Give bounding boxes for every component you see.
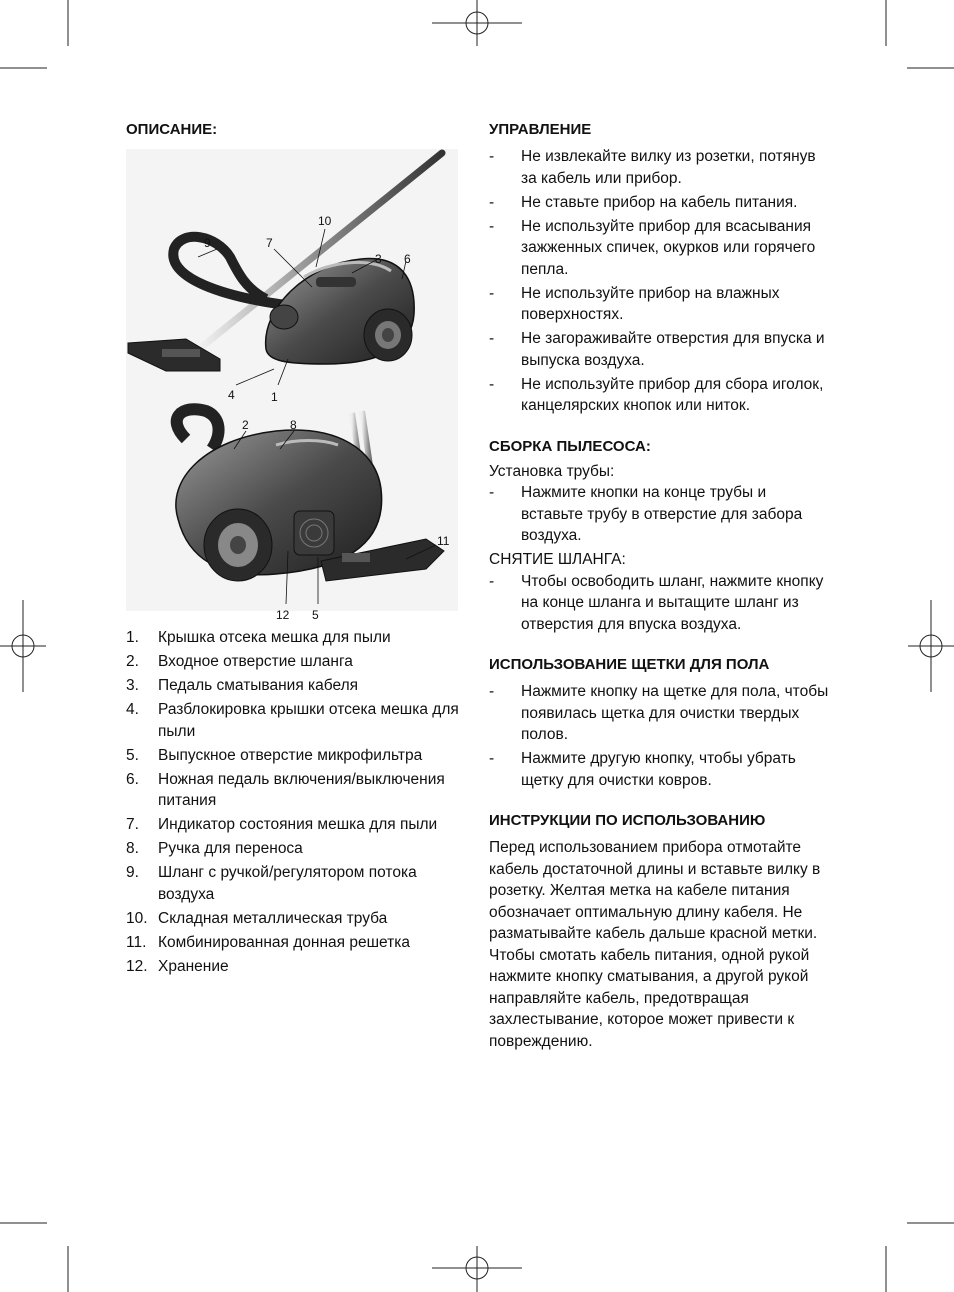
- list-item: - Чтобы освободить шланг, нажмите кнопку на конце шланга и вытащите шланг из отверстия для впуска воздуха.: [489, 572, 824, 633]
- description-heading: ОПИСАНИЕ:: [126, 121, 218, 138]
- callout-1: 1: [271, 390, 278, 404]
- list-item: 11. Комбинированная донная решетка: [126, 933, 410, 951]
- callout-2: 2: [242, 418, 249, 432]
- brush-section: [489, 655, 829, 791]
- callout-4: 4: [228, 388, 235, 402]
- hose-list: [489, 571, 829, 636]
- list-item: 4. Разблокировка крышки отсека мешка для пыли: [126, 701, 459, 740]
- list-item: 5. Выпускное отверстие микрофильтра: [126, 746, 423, 764]
- list-item: 8. Ручка для переноса: [126, 840, 303, 857]
- list-item: - Нажмите кнопку на щетке для пола, чтобы появилась щетка для очистки твердых полов.: [489, 683, 829, 743]
- callout-9: 9: [204, 236, 211, 250]
- list-item: 7. Индикатор состояния мешка для пыли: [126, 816, 438, 833]
- callout-3: 3: [375, 252, 382, 266]
- assembly-section: [489, 437, 829, 636]
- callout-5: 5: [312, 608, 319, 622]
- parts-list: [126, 627, 466, 977]
- callout-8: 8: [290, 418, 297, 432]
- instructions-heading: ИНСТРУКЦИИ ПО ИСПОЛЬЗОВАНИЮ: [489, 812, 766, 829]
- callout-6: 6: [404, 252, 411, 266]
- assembly-heading: СБОРКА ПЫЛЕСОСА:: [489, 437, 651, 455]
- instructions-paragraph-2: Чтобы смотать кабель питания, одной рукой нажмите кнопку сматывания, а другой рукой направляйте кабель, предотвращая захлестывание, которое может привести к повреждению.: [489, 946, 810, 1050]
- list-item: - Не ставьте прибор на кабель питания.: [489, 193, 798, 211]
- instructions-section: [489, 811, 829, 1052]
- callout-12: 12: [276, 608, 290, 622]
- list-item: 10. Складная металлическая труба: [126, 909, 388, 927]
- instructions-paragraph-1: Перед использованием прибора отмотайте кабель достаточной длины и вставьте вилку в розетку. Желтая метка на кабеле питания обозначает оптимальную длину кабеля. Не разматывайте кабель дальше красной метки.: [489, 839, 821, 942]
- list-item: 12. Хранение: [126, 957, 229, 975]
- list-item: - Не загораживайте отверстия для впуска и выпуска воздуха.: [489, 330, 825, 369]
- hose-label: СНЯТИЕ ШЛАНГА:: [489, 551, 626, 568]
- brush-list: [489, 681, 829, 791]
- callout-10: 10: [318, 214, 332, 228]
- list-item: 9. Шланг с ручкой/регулятором потока воздуха: [126, 864, 417, 903]
- control-heading: УПРАВЛЕНИЕ: [489, 121, 592, 138]
- list-item: - Нажмите кнопки на конце трубы и вставьте трубу в отверстие для забора воздуха.: [489, 484, 803, 544]
- callout-7: 7: [266, 236, 273, 250]
- list-item: - Не используйте прибор для сбора иголок, канцелярских кнопок или ниток.: [489, 375, 824, 414]
- list-item: 2. Входное отверстие шланга: [126, 653, 353, 670]
- list-item: - Не извлекайте вилку из розетки, потянув за кабель или прибор.: [489, 148, 816, 187]
- list-item: - Не используйте прибор на влажных поверхностях.: [489, 284, 780, 323]
- left-column: [126, 120, 466, 980]
- list-item: 6. Ножная педаль включения/выключения питания: [126, 770, 445, 809]
- list-item: - Нажмите другую кнопку, чтобы убрать щетку для очистки ковров.: [489, 750, 796, 789]
- control-list: [489, 146, 829, 417]
- list-item: 3. Педаль сматывания кабеля: [126, 677, 359, 694]
- list-item: - Не используйте прибор для всасывания зажженных спичек, окурков или горячего пепла.: [489, 217, 816, 278]
- right-column: [489, 120, 829, 1052]
- callout-11: 11: [437, 534, 450, 548]
- tube-list: [489, 482, 829, 547]
- brush-heading: ИСПОЛЬЗОВАНИЕ ЩЕТКИ ДЛЯ ПОЛА: [489, 656, 770, 673]
- tube-label: Установка трубы:: [489, 462, 615, 480]
- vacuum-cleaner-illustration: [126, 149, 458, 622]
- list-item: 1. Крышка отсека мешка для пыли: [126, 629, 391, 646]
